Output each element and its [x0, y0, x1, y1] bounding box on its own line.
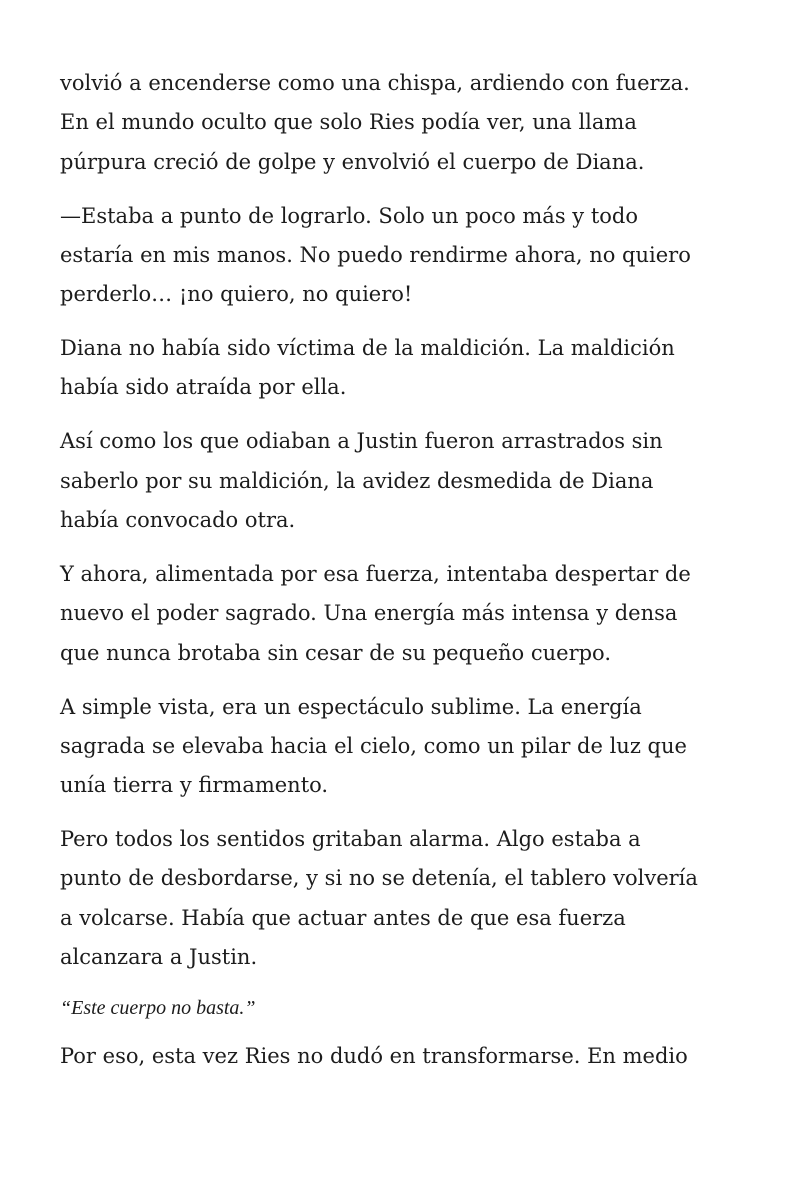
page-text	[60, 64, 740, 1091]
paragraph-2	[60, 197, 740, 315]
text-line: Por eso, esta vez Ries no dudó en transformarse. En medio	[60, 1044, 688, 1069]
text-line: había sido atraída por ella.	[60, 375, 347, 400]
paragraph-4	[60, 422, 740, 540]
text-line: había convocado otra.	[60, 508, 296, 533]
text-line: unía tierra y firmamento.	[60, 773, 329, 798]
paragraph-1	[60, 64, 740, 182]
text-line: punto de desbordarse, y si no se detenía, el tablero volvería	[60, 866, 698, 891]
text-line: Diana no había sido víctima de la maldición. La maldición	[60, 336, 675, 361]
text-line: Y ahora, alimentada por esa fuerza, intentaba despertar de	[60, 562, 691, 587]
text-line: Pero todos los sentidos gritaban alarma. Algo estaba a	[60, 827, 641, 852]
text-line: saberlo por su maldición, la avidez desmedida de Diana	[60, 468, 654, 493]
text-line: a volcarse. Había que actuar antes de que esa fuerza	[60, 905, 626, 930]
text-line: alcanzara a Justin.	[60, 945, 258, 970]
text-line: sagrada se elevaba hacia el cielo, como un pilar de luz que	[60, 733, 687, 758]
paragraph-5	[60, 555, 740, 673]
text-line: estaría en mis manos. No puedo rendirme ahora, no quiero	[60, 242, 691, 267]
text-line: volvió a encenderse como una chispa, ardiendo con fuerza.	[60, 71, 690, 95]
text-line: púrpura creció de golpe y envolvió el cuerpo de Diana.	[60, 149, 645, 174]
text-line: Así como los que odiaban a Justin fueron arrastrados sin	[60, 429, 663, 454]
text-line: perderlo… ¡no quiero, no quiero!	[60, 282, 413, 307]
paragraph-7	[60, 820, 740, 977]
text-line: —Estaba a punto de lograrlo. Solo un poco más y todo	[60, 203, 638, 228]
paragraph-6	[60, 688, 740, 806]
text-line: que nunca brotaba sin cesar de su pequeño cuerpo.	[60, 640, 611, 665]
text-line: En el mundo oculto que solo Ries podía ver, una llama	[60, 110, 637, 135]
italic-quote: “Este cuerpo no basta.”	[60, 997, 256, 1020]
paragraph-3	[60, 329, 740, 408]
paragraph-final	[60, 1037, 740, 1076]
text-line: nuevo el poder sagrado. Una energía más intensa y densa	[60, 601, 678, 626]
text-line: A simple vista, era un espectáculo sublime. La energía	[60, 694, 642, 719]
